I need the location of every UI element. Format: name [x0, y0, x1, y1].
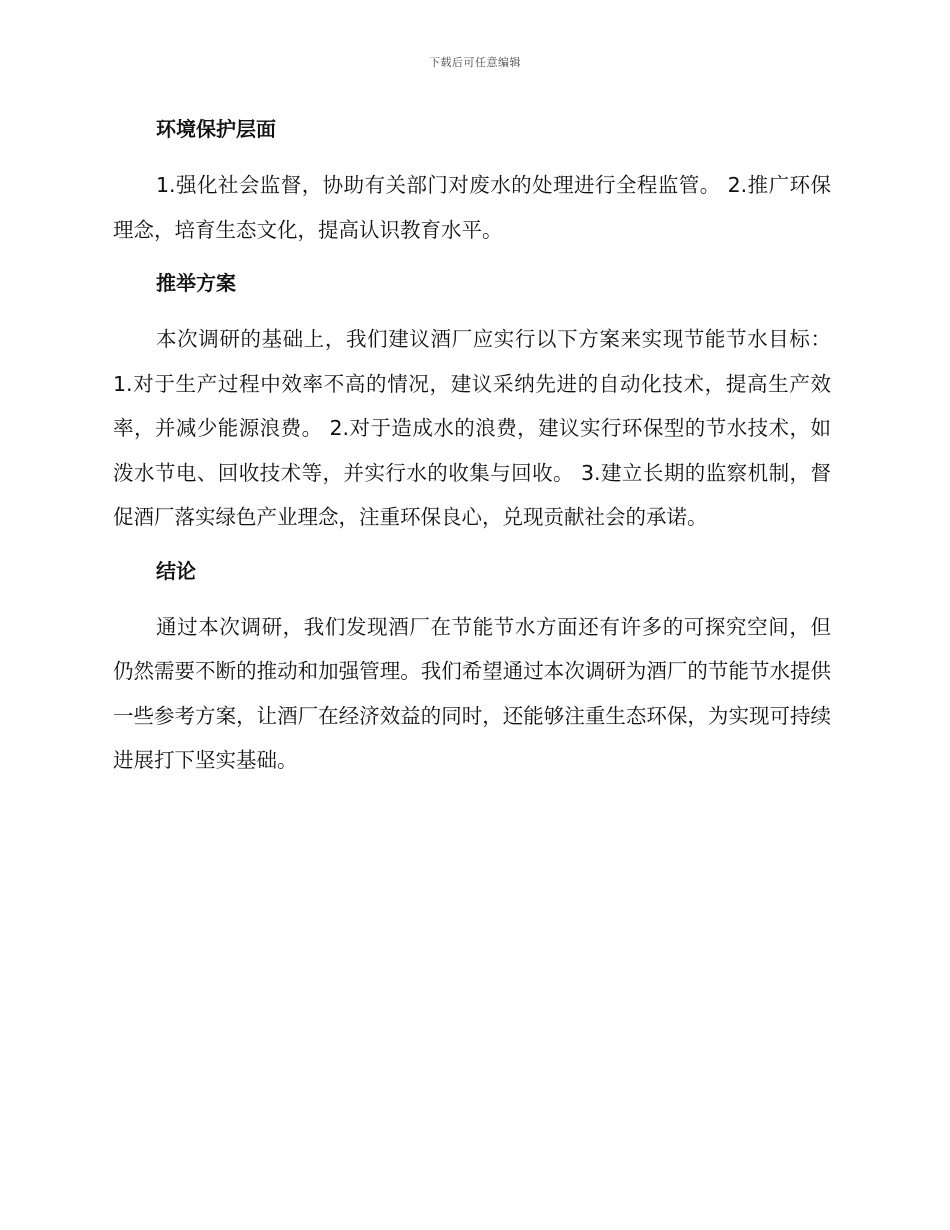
page-header: 下载后可任意编辑: [429, 56, 521, 69]
section-paragraph-recommendation: 本次调研的基础上，我们建议酒厂应实行以下方案来实现节能节水目标： 1.对于生产过程中效率不高的情况，建议采纳先进的自动化技术，提高生产效率，并减少能源浪费。 2.对于造成水的浪费，建议实行环保型的节水技术，如泼水节电、回收技术等，并实行水的收集与回收。 3.建立长期的监察机制，督促酒厂落实绿色产业理念，注重环保良心，兑现贡献社会的承诺。: [113, 327, 831, 529]
document-body: [113, 107, 831, 783]
section-heading-recommendation: 推举方案: [156, 271, 236, 295]
section-heading-conclusion: 结论: [156, 558, 196, 583]
section-paragraph-conclusion: 通过本次调研，我们发现酒厂在节能节水方面还有许多的可探究空间，但仍然需要不断的推动和加强管理。我们希望通过本次调研为酒厂的节能节水提供一些参考方案，让酒厂在经济效益的同时，还能够注重生态环保，为实现可持续进展打下坚实基础。: [113, 614, 831, 772]
section-heading-environment: 环境保护层面: [156, 117, 276, 141]
section-paragraph-environment: 1.强化社会监督，协助有关部门对废水的处理进行全程监管。 2.推广环保理念，培育生态文化，提高认识教育水平。: [113, 173, 831, 242]
